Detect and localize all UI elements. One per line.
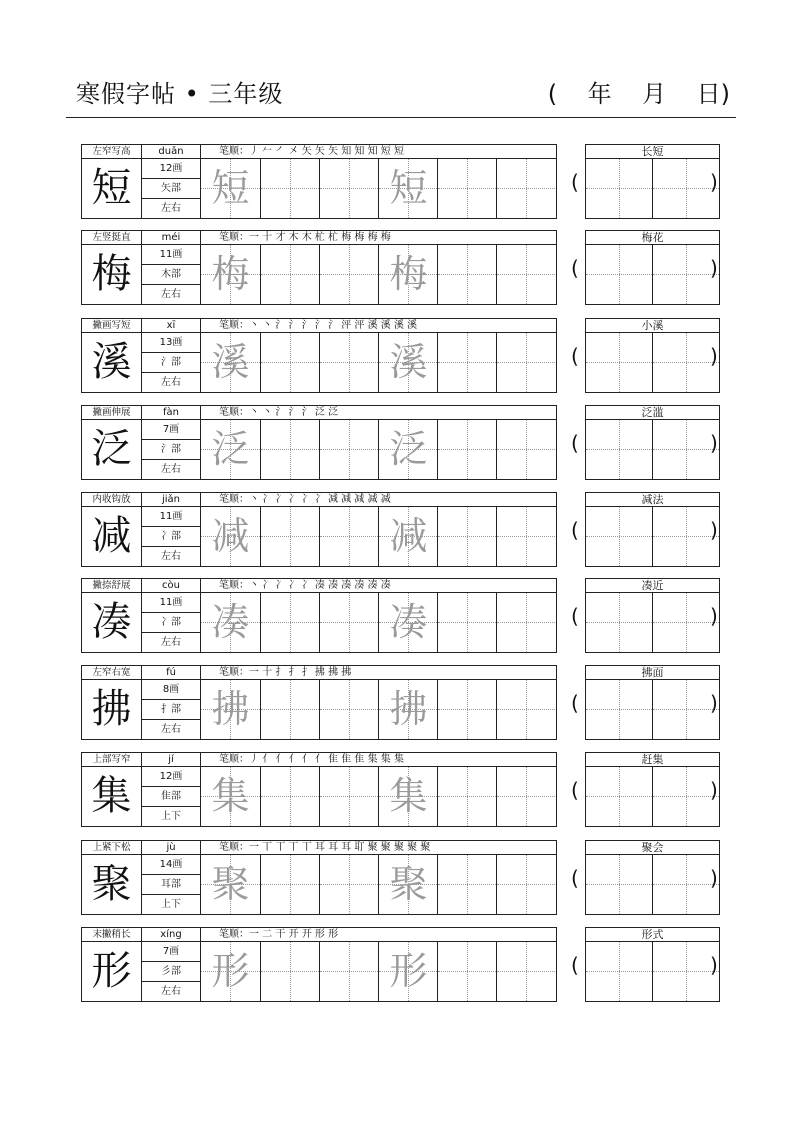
word-label: 减法 — [585, 492, 720, 507]
practice-cell[interactable] — [496, 942, 555, 1001]
word-writing-box — [585, 419, 720, 480]
writing-tip: 左竖挺直 — [81, 230, 142, 245]
word-writing-box — [585, 244, 720, 305]
practice-cell[interactable] — [437, 507, 496, 566]
open-paren: ( — [571, 431, 579, 455]
trace-character: 聚 — [211, 862, 250, 906]
stroke-count: 14画 — [141, 854, 201, 875]
practice-grid — [200, 941, 557, 1002]
word-cell[interactable] — [586, 245, 652, 304]
stroke-count: 13画 — [141, 332, 201, 353]
practice-cell[interactable] — [496, 767, 555, 826]
open-paren: ( — [571, 691, 579, 715]
trace-character: 集 — [211, 774, 250, 818]
word-writing-box — [585, 679, 720, 740]
practice-cell[interactable] — [319, 245, 378, 304]
page-title: 寒假字帖 • 三年级 — [76, 80, 284, 108]
structure: 上下 — [141, 806, 201, 827]
practice-cell[interactable] — [378, 680, 437, 739]
word-writing-box — [585, 941, 720, 1002]
structure: 左右 — [141, 719, 201, 740]
word-writing-box — [585, 332, 720, 393]
practice-grid — [200, 679, 557, 740]
open-paren: ( — [571, 866, 579, 890]
stroke-order — [200, 405, 557, 420]
open-paren: ( — [571, 778, 579, 802]
trace-character: 短 — [211, 166, 250, 210]
radical: 扌部 — [141, 699, 201, 720]
practice-grid — [200, 506, 557, 567]
close-paren: ) — [710, 256, 718, 280]
model-character: 聚 — [81, 854, 142, 915]
model-character: 拂 — [81, 679, 142, 740]
practice-cell[interactable] — [437, 767, 496, 826]
word-cell[interactable] — [652, 159, 719, 218]
practice-cell[interactable] — [260, 507, 319, 566]
practice-cell[interactable] — [437, 159, 496, 218]
practice-cell[interactable] — [496, 507, 555, 566]
stroke-order-label: 笔顺： — [219, 842, 249, 853]
character-entry — [81, 492, 720, 567]
trace-character: 泛 — [389, 427, 428, 471]
writing-tip: 左窄右宽 — [81, 665, 142, 680]
close-paren: ) — [710, 691, 718, 715]
radical: 氵部 — [141, 439, 201, 460]
writing-tip: 撇画伸展 — [81, 405, 142, 420]
practice-cell[interactable] — [437, 680, 496, 739]
stroke-order — [200, 840, 557, 855]
open-paren: ( — [571, 953, 579, 977]
open-paren: ( — [571, 604, 579, 628]
trace-character: 梅 — [389, 252, 428, 296]
word-cell[interactable] — [652, 680, 719, 739]
practice-grid — [200, 244, 557, 305]
practice-cell[interactable] — [437, 245, 496, 304]
stroke-count: 11画 — [141, 244, 201, 265]
practice-cell[interactable] — [437, 420, 496, 479]
character-entry — [81, 318, 720, 393]
word-writing-box — [585, 592, 720, 653]
close-paren: ) — [710, 431, 718, 455]
stroke-order — [200, 492, 557, 507]
practice-cell[interactable] — [319, 855, 378, 914]
practice-cell[interactable] — [201, 680, 260, 739]
trace-character: 溪 — [211, 340, 250, 384]
practice-cell[interactable] — [378, 420, 437, 479]
practice-cell[interactable] — [201, 855, 260, 914]
practice-cell[interactable] — [496, 680, 555, 739]
word-writing-box — [585, 506, 720, 567]
practice-cell[interactable] — [260, 680, 319, 739]
model-character: 溪 — [81, 332, 142, 393]
writing-tip: 撇捺舒展 — [81, 578, 142, 593]
pinyin: xíng — [141, 927, 201, 942]
word-label: 凑近 — [585, 578, 720, 593]
close-paren: ) — [710, 604, 718, 628]
practice-cell[interactable] — [319, 420, 378, 479]
practice-cell[interactable] — [496, 333, 555, 392]
practice-cell[interactable] — [496, 420, 555, 479]
radical: 耳部 — [141, 874, 201, 895]
model-character: 集 — [81, 766, 142, 827]
pinyin: jù — [141, 840, 201, 855]
practice-cell[interactable] — [201, 245, 260, 304]
structure: 左右 — [141, 284, 201, 305]
open-paren: ( — [571, 344, 579, 368]
practice-grid — [200, 592, 557, 653]
stroke-order-sequence: 一 丅 丅 丅 丅 耳 耳 耳 耵 聚 聚 聚 聚 聚 — [249, 842, 431, 853]
close-paren: ) — [710, 344, 718, 368]
writing-tip: 左窄写高 — [81, 144, 142, 159]
model-character: 形 — [81, 941, 142, 1002]
practice-grid — [200, 158, 557, 219]
model-character: 减 — [81, 506, 142, 567]
writing-tip: 末撇稍长 — [81, 927, 142, 942]
radical: 冫部 — [141, 526, 201, 547]
practice-cell[interactable] — [201, 333, 260, 392]
practice-grid — [200, 419, 557, 480]
word-cell[interactable] — [652, 593, 719, 652]
radical: 木部 — [141, 264, 201, 285]
stroke-order-label: 笔顺： — [219, 754, 249, 765]
practice-grid — [200, 766, 557, 827]
model-character: 短 — [81, 158, 142, 219]
character-entry — [81, 230, 720, 305]
practice-cell[interactable] — [378, 767, 437, 826]
stroke-count: 12画 — [141, 766, 201, 787]
stroke-count: 8画 — [141, 679, 201, 700]
word-cell[interactable] — [586, 507, 652, 566]
writing-tip: 上部写窄 — [81, 752, 142, 767]
pinyin: méi — [141, 230, 201, 245]
practice-cell[interactable] — [437, 942, 496, 1001]
close-paren: ) — [710, 953, 718, 977]
trace-character: 短 — [389, 166, 428, 210]
trace-character: 凑 — [389, 600, 428, 644]
practice-cell[interactable] — [260, 245, 319, 304]
close-paren: ) — [710, 518, 718, 542]
stroke-order-label: 笔顺： — [219, 232, 249, 243]
open-paren: ( — [571, 170, 579, 194]
practice-cell[interactable] — [437, 593, 496, 652]
practice-cell[interactable] — [319, 942, 378, 1001]
practice-cell[interactable] — [437, 333, 496, 392]
word-writing-box — [585, 158, 720, 219]
word-cell[interactable] — [652, 507, 719, 566]
stroke-order — [200, 927, 557, 942]
pinyin: fàn — [141, 405, 201, 420]
pinyin: duǎn — [141, 144, 201, 159]
character-entry — [81, 752, 720, 827]
practice-cell[interactable] — [260, 333, 319, 392]
stroke-order-sequence: 丶 冫 冫 冫 冫 凑 凑 凑 凑 凑 凑 — [249, 580, 391, 591]
pinyin: xī — [141, 318, 201, 333]
practice-cell[interactable] — [378, 159, 437, 218]
word-cell[interactable] — [586, 855, 652, 914]
practice-cell[interactable] — [260, 593, 319, 652]
close-paren: ) — [710, 866, 718, 890]
writing-tip: 撇画写短 — [81, 318, 142, 333]
structure: 左右 — [141, 546, 201, 567]
practice-cell[interactable] — [319, 767, 378, 826]
word-cell[interactable] — [586, 680, 652, 739]
stroke-order-label: 笔顺： — [219, 580, 249, 591]
structure: 左右 — [141, 372, 201, 393]
stroke-order — [200, 230, 557, 245]
radical: 隹部 — [141, 786, 201, 807]
structure: 上下 — [141, 894, 201, 915]
word-label: 泛滥 — [585, 405, 720, 420]
word-cell[interactable] — [586, 767, 652, 826]
stroke-order-label: 笔顺： — [219, 929, 249, 940]
practice-cell[interactable] — [496, 245, 555, 304]
stroke-order-sequence: 丿 𠂉 ㇒ 㐅 矢 矢 矢 知 知 知 短 短 — [249, 146, 404, 157]
stroke-order — [200, 752, 557, 767]
practice-cell[interactable] — [260, 855, 319, 914]
character-entry — [81, 840, 720, 915]
practice-grid — [200, 332, 557, 393]
trace-character: 拂 — [211, 687, 250, 731]
stroke-order-sequence: 丶 冫 冫 冫 冫 冫 减 减 减 减 减 — [249, 494, 391, 505]
word-label: 聚会 — [585, 840, 720, 855]
word-cell[interactable] — [652, 333, 719, 392]
stroke-count: 11画 — [141, 506, 201, 527]
word-label: 长短 — [585, 144, 720, 159]
word-cell[interactable] — [652, 855, 719, 914]
trace-character: 凑 — [211, 600, 250, 644]
word-cell[interactable] — [586, 159, 652, 218]
stroke-order-sequence: 一 十 扌 扌 扌 拂 拂 拂 — [249, 667, 352, 678]
practice-cell[interactable] — [378, 942, 437, 1001]
practice-cell[interactable] — [319, 159, 378, 218]
header-divider — [66, 117, 736, 118]
close-paren: ) — [710, 778, 718, 802]
stroke-order-label: 笔顺： — [219, 667, 249, 678]
stroke-order-sequence: 丶 丶 氵 氵 氵 氵 氵 泙 泙 溪 溪 溪 溪 — [249, 320, 418, 331]
trace-character: 集 — [389, 774, 428, 818]
structure: 左右 — [141, 459, 201, 480]
practice-cell[interactable] — [201, 420, 260, 479]
trace-character: 聚 — [389, 862, 428, 906]
word-label: 形式 — [585, 927, 720, 942]
structure: 左右 — [141, 198, 201, 219]
trace-character: 溪 — [389, 340, 428, 384]
stroke-order-sequence: 一 二 干 开 开 形 形 — [249, 929, 339, 940]
practice-cell[interactable] — [378, 333, 437, 392]
trace-character: 减 — [389, 514, 428, 558]
character-entry — [81, 927, 720, 1002]
word-cell[interactable] — [652, 420, 719, 479]
structure: 左右 — [141, 981, 201, 1002]
pinyin: còu — [141, 578, 201, 593]
trace-character: 泛 — [211, 427, 250, 471]
word-writing-box — [585, 854, 720, 915]
word-cell[interactable] — [652, 245, 719, 304]
pinyin: fú — [141, 665, 201, 680]
practice-cell[interactable] — [496, 159, 555, 218]
model-character: 泛 — [81, 419, 142, 480]
practice-cell[interactable] — [319, 507, 378, 566]
structure: 左右 — [141, 632, 201, 653]
practice-cell[interactable] — [496, 593, 555, 652]
practice-cell[interactable] — [378, 855, 437, 914]
close-paren: ) — [710, 170, 718, 194]
stroke-order-sequence: 丿 亻 亻 亻 亻 亻 隹 隹 隹 集 集 集 — [249, 754, 404, 765]
word-cell[interactable] — [586, 942, 652, 1001]
writing-tip: 内收钩放 — [81, 492, 142, 507]
trace-character: 形 — [211, 949, 250, 993]
trace-character: 梅 — [211, 252, 250, 296]
stroke-order-label: 笔顺： — [219, 407, 249, 418]
radical: 冫部 — [141, 612, 201, 633]
practice-cell[interactable] — [319, 333, 378, 392]
practice-grid — [200, 854, 557, 915]
word-cell[interactable] — [652, 942, 719, 1001]
word-cell[interactable] — [586, 333, 652, 392]
practice-cell[interactable] — [437, 855, 496, 914]
word-label: 赶集 — [585, 752, 720, 767]
open-paren: ( — [571, 256, 579, 280]
open-paren: ( — [571, 518, 579, 542]
date-label: ( 年 月 日) — [547, 80, 730, 108]
word-label: 拂面 — [585, 665, 720, 680]
word-writing-box — [585, 766, 720, 827]
practice-cell[interactable] — [260, 767, 319, 826]
word-cell[interactable] — [652, 767, 719, 826]
radical: 矢部 — [141, 178, 201, 199]
stroke-count: 7画 — [141, 419, 201, 440]
practice-cell[interactable] — [260, 942, 319, 1001]
word-label: 小溪 — [585, 318, 720, 333]
model-character: 凑 — [81, 592, 142, 653]
pinyin: jí — [141, 752, 201, 767]
word-cell[interactable] — [586, 420, 652, 479]
practice-cell[interactable] — [378, 245, 437, 304]
practice-cell[interactable] — [201, 507, 260, 566]
stroke-count: 11画 — [141, 592, 201, 613]
trace-character: 拂 — [389, 687, 428, 731]
character-entry — [81, 578, 720, 653]
character-entry — [81, 665, 720, 740]
stroke-order — [200, 665, 557, 680]
practice-cell[interactable] — [319, 593, 378, 652]
stroke-order-sequence: 丶 丶 氵 氵 氵 泛 泛 — [249, 407, 339, 418]
practice-cell[interactable] — [260, 420, 319, 479]
practice-cell[interactable] — [201, 593, 260, 652]
word-label: 梅花 — [585, 230, 720, 245]
pinyin: jiǎn — [141, 492, 201, 507]
stroke-order — [200, 578, 557, 593]
trace-character: 形 — [389, 949, 428, 993]
writing-tip: 上紧下松 — [81, 840, 142, 855]
practice-cell[interactable] — [319, 680, 378, 739]
radical: 氵部 — [141, 352, 201, 373]
practice-cell[interactable] — [496, 855, 555, 914]
character-entry — [81, 405, 720, 480]
stroke-order — [200, 144, 557, 159]
stroke-order — [200, 318, 557, 333]
stroke-order-sequence: 一 十 才 木 木 杧 杧 梅 梅 梅 梅 — [249, 232, 391, 243]
trace-character: 减 — [211, 514, 250, 558]
practice-cell[interactable] — [201, 767, 260, 826]
stroke-count: 7画 — [141, 941, 201, 962]
stroke-order-label: 笔顺： — [219, 494, 249, 505]
stroke-count: 12画 — [141, 158, 201, 179]
practice-cell[interactable] — [378, 593, 437, 652]
practice-cell[interactable] — [201, 159, 260, 218]
stroke-order-label: 笔顺： — [219, 320, 249, 331]
word-cell[interactable] — [586, 593, 652, 652]
practice-cell[interactable] — [201, 942, 260, 1001]
character-entry — [81, 144, 720, 219]
stroke-order-label: 笔顺： — [219, 146, 249, 157]
model-character: 梅 — [81, 244, 142, 305]
practice-cell[interactable] — [378, 507, 437, 566]
practice-cell[interactable] — [260, 159, 319, 218]
radical: 彡部 — [141, 961, 201, 982]
